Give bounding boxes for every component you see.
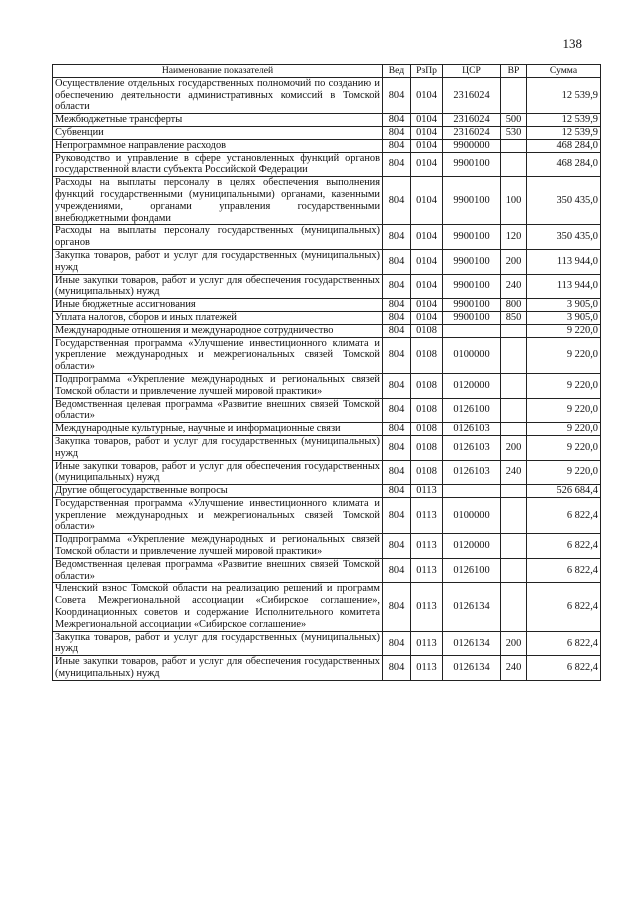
row-ved: 804: [383, 152, 411, 177]
row-rzpr: 0113: [411, 534, 443, 559]
row-sum: 9 220,0: [527, 423, 601, 436]
row-rzpr: 0113: [411, 497, 443, 533]
row-vr: 800: [501, 299, 527, 312]
table-header-row: [53, 65, 601, 78]
table-row: [53, 225, 601, 250]
row-name: Членский взнос Томской области на реализацию решений и программ Совета Межрегиональной ассоциации «Сибирское соглашение», Координационных советов и содержание Исполнительного комитета Межрегиональной ассоциации «Сибирское соглашение»: [53, 583, 383, 631]
row-ved: 804: [383, 656, 411, 681]
row-csr: 9900100: [443, 225, 501, 250]
row-sum: 9 220,0: [527, 324, 601, 337]
row-rzpr: 0104: [411, 77, 443, 113]
row-name: Руководство и управление в сфере установленных функций органов государственной власти субъекта Российской Федерации: [53, 152, 383, 177]
row-rzpr: 0108: [411, 460, 443, 485]
row-rzpr: 0104: [411, 114, 443, 127]
table-row: [53, 324, 601, 337]
row-csr: 0120000: [443, 373, 501, 398]
row-ved: 804: [383, 460, 411, 485]
row-vr: [501, 139, 527, 152]
row-vr: [501, 534, 527, 559]
row-ved: 804: [383, 77, 411, 113]
row-csr: 9900100: [443, 311, 501, 324]
table-row: [53, 558, 601, 583]
row-csr: 0126134: [443, 631, 501, 656]
row-sum: 9 220,0: [527, 435, 601, 460]
row-name: Иные закупки товаров, работ и услуг для обеспечения государственных (муниципальных) нужд: [53, 274, 383, 299]
row-ved: 804: [383, 485, 411, 498]
row-sum: 526 684,4: [527, 485, 601, 498]
table-row: [53, 583, 601, 631]
row-sum: 6 822,4: [527, 631, 601, 656]
row-csr: 9900100: [443, 274, 501, 299]
row-sum: 350 435,0: [527, 225, 601, 250]
row-rzpr: 0113: [411, 583, 443, 631]
row-rzpr: 0104: [411, 249, 443, 274]
row-name: Закупка товаров, работ и услуг для государственных (муниципальных) нужд: [53, 631, 383, 656]
row-sum: 12 539,9: [527, 126, 601, 139]
row-csr: 9900100: [443, 152, 501, 177]
row-ved: 804: [383, 534, 411, 559]
table-row: [53, 126, 601, 139]
row-name: Уплата налогов, сборов и иных платежей: [53, 311, 383, 324]
row-ved: 804: [383, 398, 411, 423]
header-vr: ВР: [501, 65, 527, 78]
row-name: Закупка товаров, работ и услуг для государственных (муниципальных) нужд: [53, 249, 383, 274]
row-rzpr: 0108: [411, 398, 443, 423]
row-rzpr: 0104: [411, 274, 443, 299]
row-vr: [501, 398, 527, 423]
row-name: Международные культурные, научные и информационные связи: [53, 423, 383, 436]
row-vr: [501, 558, 527, 583]
table-row: [53, 139, 601, 152]
header-rzpr: РзПр: [411, 65, 443, 78]
row-rzpr: 0104: [411, 299, 443, 312]
row-vr: [501, 337, 527, 373]
table-row: [53, 631, 601, 656]
row-csr: 0126100: [443, 558, 501, 583]
row-name: Расходы на выплаты персоналу государственных (муниципальных) органов: [53, 225, 383, 250]
row-ved: 804: [383, 311, 411, 324]
table-row: [53, 311, 601, 324]
row-sum: 113 944,0: [527, 249, 601, 274]
row-vr: [501, 423, 527, 436]
table-row: [53, 337, 601, 373]
row-vr: [501, 152, 527, 177]
row-vr: 240: [501, 460, 527, 485]
row-rzpr: 0108: [411, 423, 443, 436]
row-ved: 804: [383, 274, 411, 299]
row-ved: 804: [383, 139, 411, 152]
row-ved: 804: [383, 558, 411, 583]
row-name: Государственная программа «Улучшение инвестиционного климата и укрепление международных и межрегиональных связей Томской области»: [53, 337, 383, 373]
row-sum: 6 822,4: [527, 656, 601, 681]
row-ved: 804: [383, 225, 411, 250]
row-name: Непрограммное направление расходов: [53, 139, 383, 152]
header-sum: Сумма: [527, 65, 601, 78]
row-name: Государственная программа «Улучшение инвестиционного климата и укрепление международных и межрегиональных связей Томской области»: [53, 497, 383, 533]
row-csr: 2316024: [443, 114, 501, 127]
row-sum: 6 822,4: [527, 534, 601, 559]
row-sum: 3 905,0: [527, 311, 601, 324]
row-ved: 804: [383, 435, 411, 460]
row-csr: 0126103: [443, 423, 501, 436]
row-vr: 850: [501, 311, 527, 324]
row-sum: 12 539,9: [527, 77, 601, 113]
row-csr: 2316024: [443, 126, 501, 139]
table-row: [53, 373, 601, 398]
row-csr: [443, 324, 501, 337]
row-sum: 6 822,4: [527, 583, 601, 631]
row-csr: 0126103: [443, 460, 501, 485]
row-name: Ведомственная целевая программа «Развитие внешних связей Томской области»: [53, 558, 383, 583]
page-number: 138: [562, 36, 582, 51]
row-sum: 6 822,4: [527, 558, 601, 583]
row-name: Субвенции: [53, 126, 383, 139]
row-ved: 804: [383, 177, 411, 225]
row-ved: 804: [383, 324, 411, 337]
table-row: [53, 460, 601, 485]
table-row: [53, 398, 601, 423]
row-sum: 9 220,0: [527, 460, 601, 485]
row-ved: 804: [383, 249, 411, 274]
row-sum: 468 284,0: [527, 152, 601, 177]
table-row: [53, 497, 601, 533]
row-ved: 804: [383, 373, 411, 398]
row-rzpr: 0113: [411, 656, 443, 681]
row-rzpr: 0108: [411, 435, 443, 460]
row-vr: [501, 583, 527, 631]
row-csr: [443, 485, 501, 498]
row-rzpr: 0113: [411, 485, 443, 498]
row-vr: 120: [501, 225, 527, 250]
header-name: Наименование показателей: [53, 65, 383, 78]
table-row: [53, 274, 601, 299]
table-row: [53, 249, 601, 274]
row-csr: 0126134: [443, 583, 501, 631]
row-name: Ведомственная целевая программа «Развитие внешних связей Томской области»: [53, 398, 383, 423]
row-rzpr: 0104: [411, 139, 443, 152]
row-csr: 9900000: [443, 139, 501, 152]
row-sum: 12 539,9: [527, 114, 601, 127]
table-row: [53, 656, 601, 681]
row-vr: [501, 497, 527, 533]
row-vr: 200: [501, 435, 527, 460]
row-ved: 804: [383, 631, 411, 656]
row-ved: 804: [383, 299, 411, 312]
row-vr: [501, 324, 527, 337]
row-rzpr: 0104: [411, 225, 443, 250]
row-csr: 0100000: [443, 497, 501, 533]
row-rzpr: 0104: [411, 126, 443, 139]
row-sum: 350 435,0: [527, 177, 601, 225]
row-sum: 3 905,0: [527, 299, 601, 312]
row-sum: 113 944,0: [527, 274, 601, 299]
row-name: Иные бюджетные ассигнования: [53, 299, 383, 312]
row-vr: 240: [501, 274, 527, 299]
row-name: Международные отношения и международное сотрудничество: [53, 324, 383, 337]
table-row: [53, 114, 601, 127]
header-ved: Вед: [383, 65, 411, 78]
row-vr: 240: [501, 656, 527, 681]
row-rzpr: 0108: [411, 373, 443, 398]
table-row: [53, 435, 601, 460]
row-ved: 804: [383, 337, 411, 373]
budget-table: [52, 64, 601, 681]
table-row: [53, 299, 601, 312]
row-ved: 804: [383, 423, 411, 436]
row-csr: 9900100: [443, 299, 501, 312]
row-rzpr: 0104: [411, 311, 443, 324]
row-sum: 9 220,0: [527, 398, 601, 423]
row-name: Осуществление отдельных государственных полномочий по созданию и обеспечению деятельности административных комиссий в Томской области: [53, 77, 383, 113]
header-csr: ЦСР: [443, 65, 501, 78]
row-vr: 200: [501, 249, 527, 274]
row-vr: 100: [501, 177, 527, 225]
row-rzpr: 0108: [411, 337, 443, 373]
row-ved: 804: [383, 126, 411, 139]
row-ved: 804: [383, 583, 411, 631]
row-csr: 9900100: [443, 249, 501, 274]
row-name: Иные закупки товаров, работ и услуг для обеспечения государственных (муниципальных) нужд: [53, 656, 383, 681]
row-csr: 0120000: [443, 534, 501, 559]
row-sum: 9 220,0: [527, 373, 601, 398]
row-vr: 200: [501, 631, 527, 656]
table-row: [53, 423, 601, 436]
row-ved: 804: [383, 114, 411, 127]
row-sum: 6 822,4: [527, 497, 601, 533]
table-row: [53, 77, 601, 113]
row-rzpr: 0113: [411, 631, 443, 656]
table-row: [53, 177, 601, 225]
row-csr: 0126134: [443, 656, 501, 681]
row-csr: 9900100: [443, 177, 501, 225]
row-name: Иные закупки товаров, работ и услуг для обеспечения государственных (муниципальных) нужд: [53, 460, 383, 485]
table-row: [53, 152, 601, 177]
row-sum: 468 284,0: [527, 139, 601, 152]
row-vr: [501, 373, 527, 398]
row-rzpr: 0104: [411, 177, 443, 225]
row-rzpr: 0113: [411, 558, 443, 583]
row-vr: [501, 485, 527, 498]
row-name: Подпрограмма «Укрепление международных и региональных связей Томской области и привлечение лучшей мировой практики»: [53, 373, 383, 398]
row-csr: 0126100: [443, 398, 501, 423]
row-name: Расходы на выплаты персоналу в целях обеспечения выполнения функций государственными (муниципальными) органами, казенными учреждениями, органами управления государственными внебюджетными фондами: [53, 177, 383, 225]
row-name: Подпрограмма «Укрепление международных и региональных связей Томской области и привлечение лучшей мировой практики»: [53, 534, 383, 559]
table-row: [53, 485, 601, 498]
row-name: Межбюджетные трансферты: [53, 114, 383, 127]
row-vr: 500: [501, 114, 527, 127]
row-sum: 9 220,0: [527, 337, 601, 373]
row-vr: 530: [501, 126, 527, 139]
row-ved: 804: [383, 497, 411, 533]
row-name: Другие общегосударственные вопросы: [53, 485, 383, 498]
table-row: [53, 534, 601, 559]
row-name: Закупка товаров, работ и услуг для государственных (муниципальных) нужд: [53, 435, 383, 460]
row-vr: [501, 77, 527, 113]
row-rzpr: 0104: [411, 152, 443, 177]
row-csr: 2316024: [443, 77, 501, 113]
row-csr: 0126103: [443, 435, 501, 460]
row-rzpr: 0108: [411, 324, 443, 337]
row-csr: 0100000: [443, 337, 501, 373]
